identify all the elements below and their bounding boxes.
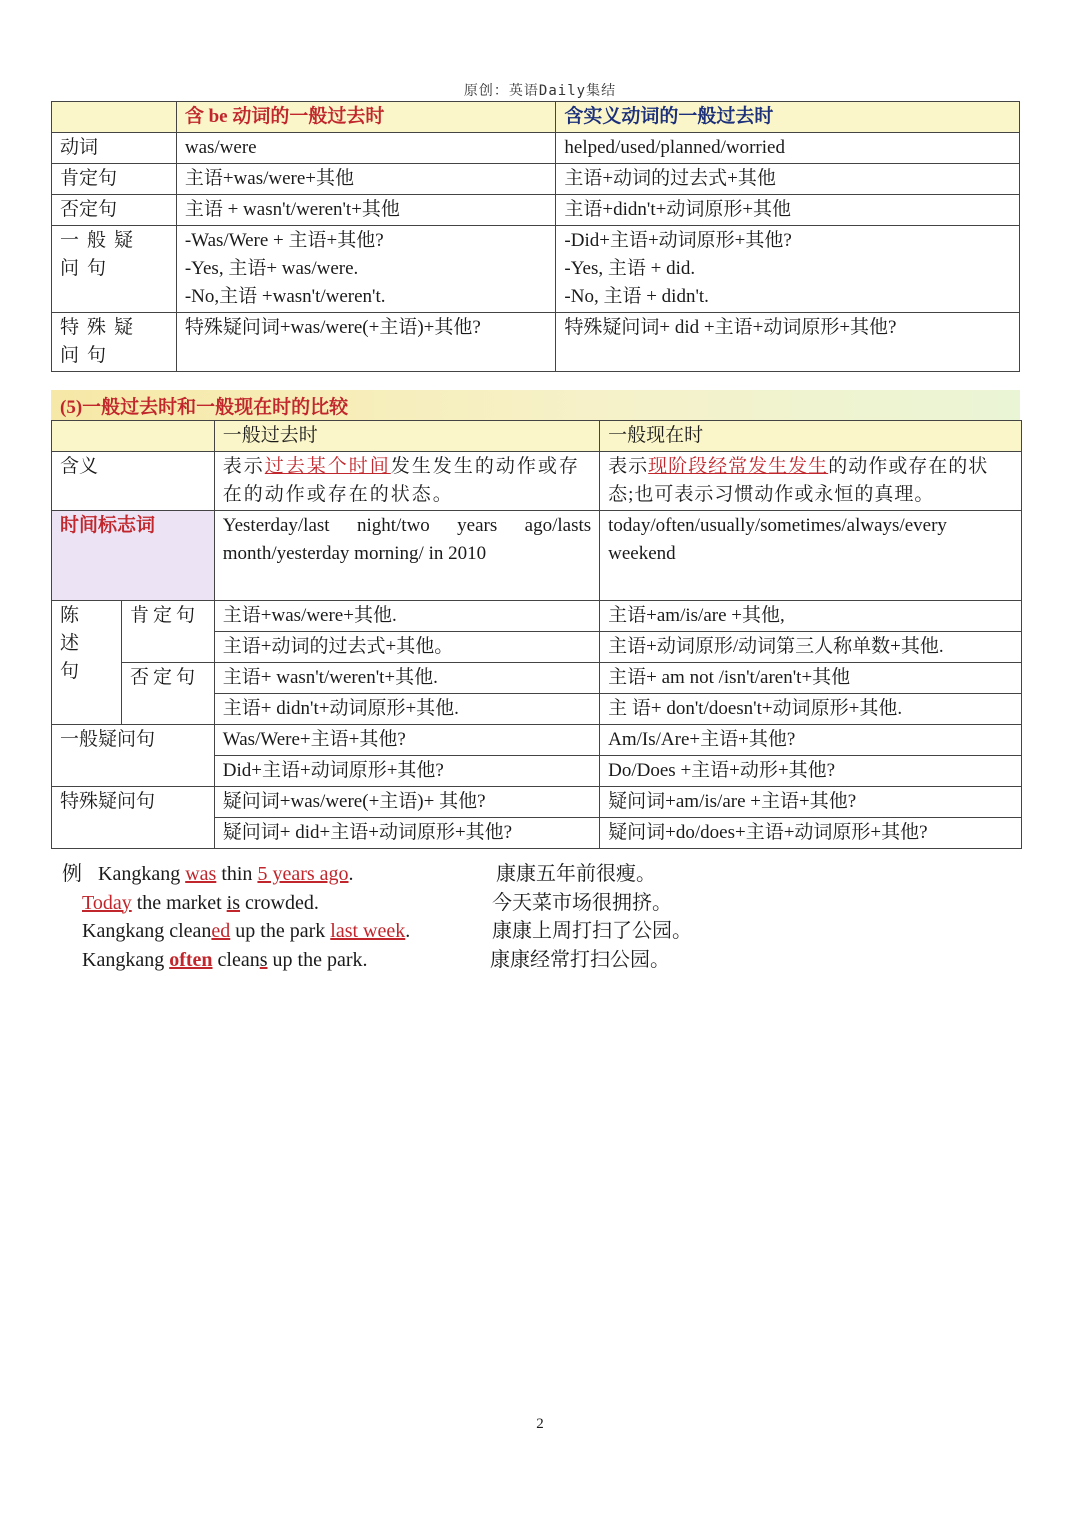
table-header-row <box>52 421 1022 452</box>
example-chinese: 康康五年前很瘦。 <box>496 863 656 885</box>
header-cell-empty <box>52 102 177 133</box>
cell-present <box>600 452 1022 511</box>
table-row <box>52 787 1022 818</box>
table-row <box>52 452 1022 511</box>
table-row <box>52 313 1020 372</box>
cell-verb: 主语+didn't+动词原形+其他 <box>556 195 1020 226</box>
example-english <box>82 917 410 946</box>
cell-present: today/often/usually/sometimes/always/every weekend <box>600 511 1022 601</box>
sub-label: 肯定句 <box>121 601 214 663</box>
text: Kangkang clean <box>82 920 212 942</box>
row-label: 否定句 <box>52 195 177 226</box>
highlight-text: s <box>259 948 268 971</box>
example-marker: 例 <box>62 863 82 885</box>
highlight-text: last week <box>330 920 406 942</box>
cell-past: 疑问词+was/were(+主语)+ 其他? <box>214 787 599 818</box>
line: -Was/Were + 主语+其他? <box>184 230 384 251</box>
line: -Yes, 主语+ was/were. <box>184 258 359 279</box>
cell-past: Did+主语+动词原形+其他? <box>214 756 599 787</box>
example-english <box>82 946 368 975</box>
table-row <box>52 511 1022 601</box>
row-label: 特殊疑问句 <box>52 787 215 849</box>
table-row <box>52 725 1022 756</box>
highlight-text: is <box>226 891 241 914</box>
text: the market <box>131 891 227 914</box>
header-past: 一般过去时 <box>214 421 599 452</box>
example-english <box>98 860 354 889</box>
text: . <box>348 863 354 885</box>
line: -Did+主语+动词原形+其他? <box>564 230 792 251</box>
cell-present: 疑问词+do/does+主语+动词原形+其他? <box>600 818 1022 849</box>
text: 表示 <box>608 456 649 477</box>
cell-past: 主语+ didn't+动词原形+其他. <box>214 694 599 725</box>
example-chinese: 今天菜市场很拥挤。 <box>492 891 672 914</box>
highlight-text: ed <box>211 920 231 942</box>
row-label: 动词 <box>52 133 177 164</box>
example-chinese: 康康经常打扫公园。 <box>490 948 670 971</box>
text: 表示 <box>222 456 265 477</box>
past-tense-table <box>51 101 1020 372</box>
table-row <box>52 164 1020 195</box>
highlight-text: often <box>169 948 213 971</box>
text: Kangkang <box>82 948 170 971</box>
text: crowded. <box>240 891 319 914</box>
cell-be: 主语+was/were+其他 <box>176 164 556 195</box>
cell-past: Yesterday/last night/two years ago/lasts month/yesterday morning/ in 2010 <box>214 511 599 601</box>
table-row <box>52 226 1020 313</box>
row-label: 一般疑问句 <box>52 226 177 313</box>
text: up the park <box>230 920 331 942</box>
table-header-row <box>52 102 1020 133</box>
cell-past <box>214 452 599 511</box>
cell-present: 疑问词+am/is/are +主语+其他? <box>600 787 1022 818</box>
example-english <box>82 889 319 918</box>
header-real-verb: 含实义动词的一般过去时 <box>556 102 1020 133</box>
text: thin <box>216 863 258 885</box>
row-label-time-words: 时间标志词 <box>52 511 215 601</box>
cell-present: 主语+ am not /isn't/aren't+其他 <box>600 663 1022 694</box>
section-title: (5)一般过去时和一般现在时的比较 <box>60 397 349 418</box>
cell-present: Am/Is/Are+主语+其他? <box>600 725 1022 756</box>
cell-be: 主语 + wasn't/weren't+其他 <box>176 195 556 226</box>
cell-present: 主语+am/is/are +其他, <box>600 601 1022 632</box>
highlight-text: 现阶段经常发生发生 <box>648 456 829 477</box>
cell-verb: 主语+动词的过去式+其他 <box>556 164 1020 195</box>
cell-present: 主 语+ don't/doesn't+动词原形+其他. <box>600 694 1022 725</box>
cell-verb: helped/used/planned/worried <box>556 133 1020 164</box>
page-number: 2 <box>536 1416 544 1432</box>
header-present: 一般现在时 <box>600 421 1022 452</box>
text: Kangkang <box>98 863 186 885</box>
cell-verb <box>556 226 1020 313</box>
line: -No,主语 +wasn't/weren't. <box>184 286 386 307</box>
text: clean <box>212 948 260 971</box>
row-label: 一般疑问句 <box>52 725 215 787</box>
row-label: 特殊疑问句 <box>52 313 177 372</box>
table-row <box>52 601 1022 632</box>
cell-be: was/were <box>176 133 556 164</box>
highlight-text: 5 years ago <box>257 863 349 885</box>
highlight-text: was <box>185 863 217 885</box>
row-label: 陈述句 <box>52 601 122 725</box>
table-row <box>52 133 1020 164</box>
row-label: 肯定句 <box>52 164 177 195</box>
header-cell-empty <box>52 421 215 452</box>
cell-past: Was/Were+主语+其他? <box>214 725 599 756</box>
cell-present: Do/Does +主语+动形+其他? <box>600 756 1022 787</box>
line: -No, 主语 + didn't. <box>564 286 709 307</box>
line: -Yes, 主语 + did. <box>564 258 696 279</box>
highlight-text: Today <box>82 891 132 914</box>
cell-present: 主语+动词原形/动词第三人称单数+其他. <box>600 632 1022 663</box>
cell-be: 特殊疑问词+was/were(+主语)+其他? <box>176 313 556 372</box>
sub-label: 否定句 <box>121 663 214 725</box>
cell-past: 主语+动词的过去式+其他。 <box>214 632 599 663</box>
text: 的动作或存在的状态;也可表示习惯动作或永恒的真理。 <box>608 456 989 505</box>
cell-verb: 特殊疑问词+ did +主语+动词原形+其他? <box>556 313 1020 372</box>
cell-past: 疑问词+ did+主语+动词原形+其他? <box>214 818 599 849</box>
comparison-table <box>51 420 1022 849</box>
text: 发生发生的动作或存在的动作或存在的状态。 <box>222 456 580 505</box>
example-chinese: 康康上周打扫了公园。 <box>492 920 692 942</box>
header-credit: 原创：英语Daily集结 <box>463 83 617 99</box>
cell-be <box>176 226 556 313</box>
highlight-text: 过去某个时间 <box>264 456 391 477</box>
header-be-verb: 含 be 动词的一般过去时 <box>176 102 556 133</box>
table-row <box>52 663 1022 694</box>
cell-past: 主语+ wasn't/weren't+其他. <box>214 663 599 694</box>
text: . <box>405 920 411 942</box>
row-label: 含义 <box>52 452 215 511</box>
table-row <box>52 195 1020 226</box>
text: up the park. <box>267 948 368 971</box>
cell-past: 主语+was/were+其他. <box>214 601 599 632</box>
